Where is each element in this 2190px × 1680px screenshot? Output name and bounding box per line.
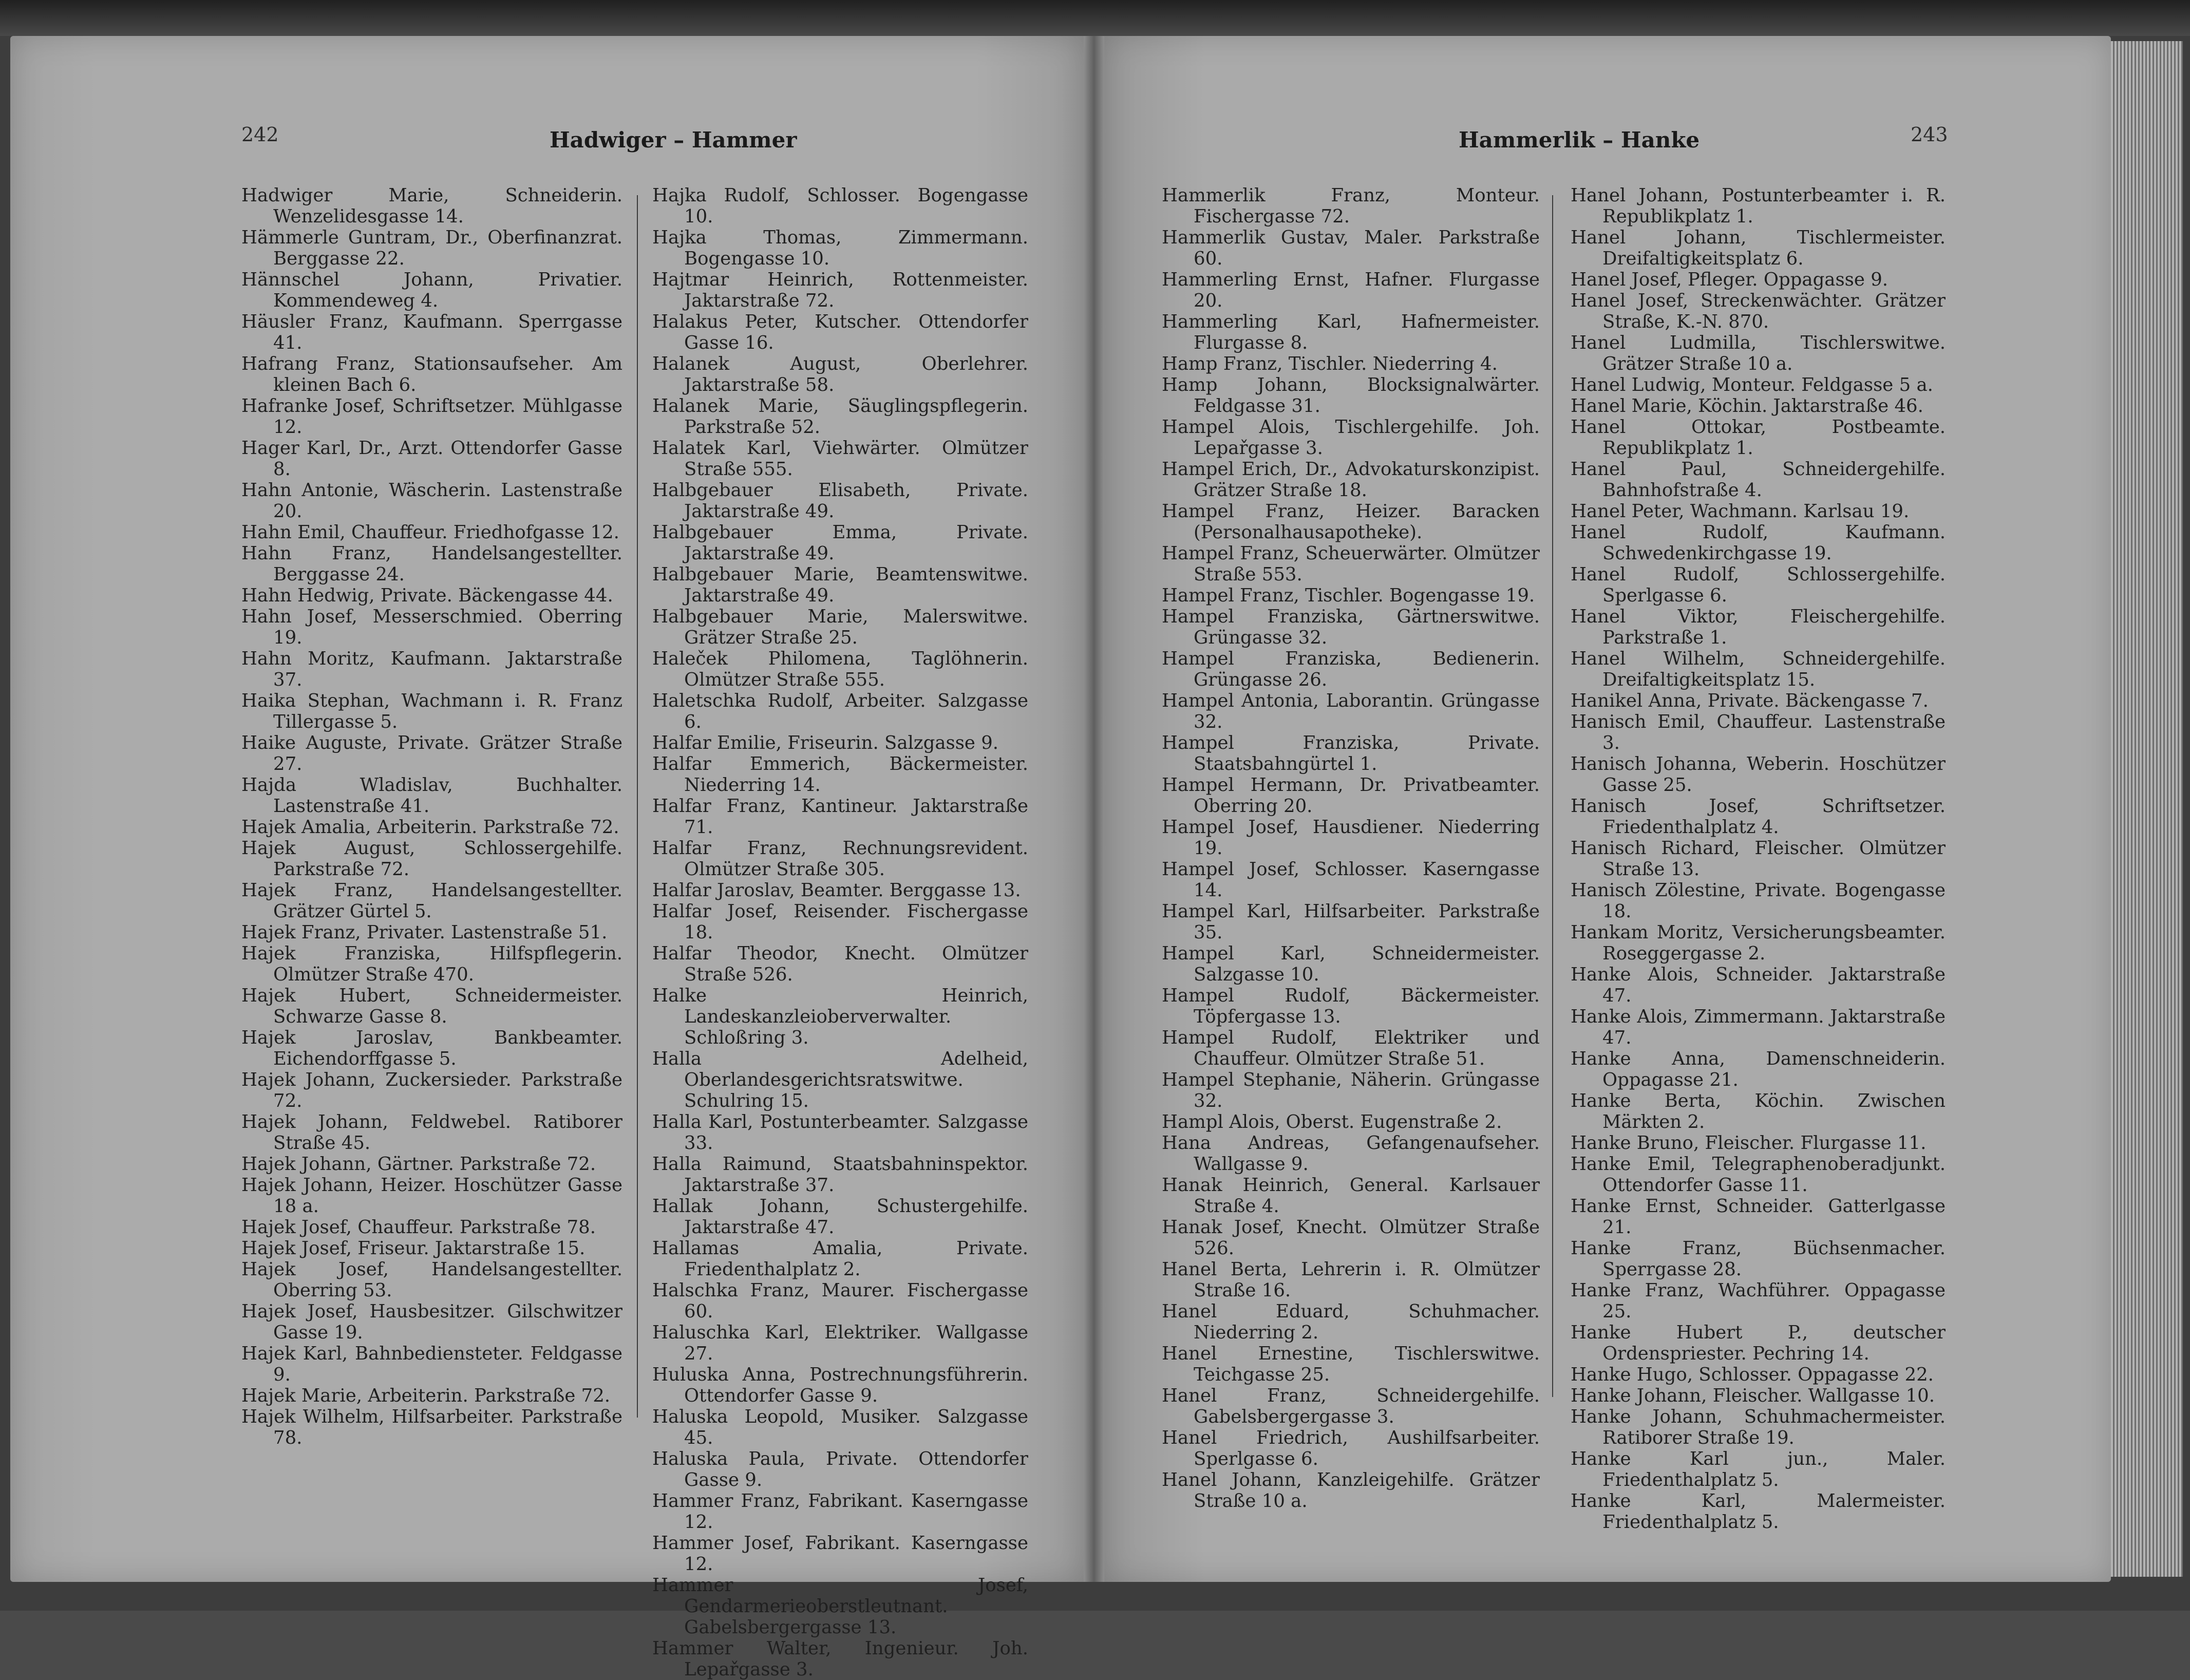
directory-entry: Hampel Josef, Schlosser. Kaserngasse 14.: [1162, 859, 1540, 901]
directory-entry: Hammer Franz, Fabrikant. Kaserngasse 12.: [652, 1490, 1028, 1533]
directory-entry: Hahn Emil, Chauffeur. Friedhofgasse 12.: [241, 522, 619, 543]
directory-entry: Hajek Jaroslav, Bankbeamter. Eichendorffgasse 5.: [241, 1027, 622, 1069]
directory-entry: Hammerlik Franz, Monteur. Fischergasse 72.: [1162, 185, 1540, 227]
directory-entry: Hanke Ernst, Schneider. Gatterlgasse 21.: [1571, 1196, 1946, 1238]
directory-entry: Halakus Peter, Kutscher. Ottendorfer Gasse 16.: [652, 311, 1028, 353]
directory-entry: Halbgebauer Marie, Beamtenswitwe. Jaktarstraße 49.: [652, 564, 1028, 606]
directory-entry: Haleček Philomena, Taglöhnerin. Olmützer Straße 555.: [652, 648, 1028, 690]
directory-entry: Hajek Josef, Handelsangestellter. Oberring 53.: [241, 1259, 622, 1301]
directory-entry: Hajek Amalia, Arbeiterin. Parkstraße 72.: [241, 817, 619, 838]
directory-entry: Hajek Johann, Feldwebel. Ratiborer Straße 45.: [241, 1111, 622, 1154]
left-page-column-2: [652, 185, 1028, 1680]
directory-entry: Hahn Moritz, Kaufmann. Jaktarstraße 37.: [241, 648, 622, 690]
directory-entry: Hampel Antonia, Laborantin. Grüngasse 32.: [1162, 690, 1540, 732]
directory-entry: Hanke Hubert P., deutscher Ordenspriester. Pechring 14.: [1571, 1322, 1946, 1364]
directory-entry: Hanel Viktor, Fleischergehilfe. Parkstraße 1.: [1571, 606, 1946, 648]
directory-entry: Hampel Josef, Hausdiener. Niederring 19.: [1162, 817, 1540, 859]
directory-entry: Halatek Karl, Viehwärter. Olmützer Straße 555.: [652, 438, 1028, 480]
directory-entry: Halfar Josef, Reisender. Fischergasse 18.: [652, 901, 1028, 943]
left-page-number: 242: [241, 123, 279, 146]
directory-entry: Hanel Johann, Postunterbeamter i. R. Republikplatz 1.: [1571, 185, 1946, 227]
directory-entry: Hanisch Josef, Schriftsetzer. Friedenthalplatz 4.: [1571, 796, 1946, 838]
directory-entry: Hajka Rudolf, Schlosser. Bogengasse 10.: [652, 185, 1028, 227]
right-page-column-rule: [1552, 195, 1553, 1397]
directory-entry: Hallamas Amalia, Private. Friedenthalplatz 2.: [652, 1238, 1028, 1280]
directory-entry: Hajda Wladislav, Buchhalter. Lastenstraße 41.: [241, 775, 622, 817]
directory-entry: Hanke Johann, Fleischer. Wallgasse 10.: [1571, 1385, 1935, 1406]
directory-entry: Häusler Franz, Kaufmann. Sperrgasse 41.: [241, 311, 622, 353]
page-edges: [2111, 41, 2183, 1577]
directory-entry: Hafrang Franz, Stationsaufseher. Am kleinen Bach 6.: [241, 353, 622, 395]
directory-entry: Hampel Hermann, Dr. Privatbeamter. Oberring 20.: [1162, 775, 1540, 817]
directory-entry: Hännschel Johann, Privatier. Kommendeweg 4.: [241, 269, 622, 311]
directory-entry: Hahn Josef, Messerschmied. Oberring 19.: [241, 606, 622, 648]
directory-entry: Hadwiger Marie, Schneiderin. Wenzelidesgasse 14.: [241, 185, 622, 227]
directory-entry: Hampel Franziska, Gärtnerswitwe. Grüngasse 32.: [1162, 606, 1540, 648]
directory-entry: Hanel Marie, Köchin. Jaktarstraße 46.: [1571, 395, 1923, 417]
directory-entry: Hajek August, Schlossergehilfe. Parkstraße 72.: [241, 838, 622, 880]
directory-entry: Hanke Hugo, Schlosser. Oppagasse 22.: [1571, 1364, 1934, 1385]
directory-entry: Hanke Karl jun., Maler. Friedenthalplatz 5.: [1571, 1448, 1946, 1490]
directory-entry: Hanel Berta, Lehrerin i. R. Olmützer Straße 16.: [1162, 1259, 1540, 1301]
right-page-number: 243: [1911, 123, 1948, 146]
directory-entry: Hampel Franz, Tischler. Bogengasse 19.: [1162, 585, 1535, 606]
directory-entry: Hammer Josef, Fabrikant. Kaserngasse 12.: [652, 1533, 1028, 1575]
directory-entry: Halke Heinrich, Landeskanzleioberverwalter. Schloßring 3.: [652, 985, 1028, 1048]
directory-entry: Hajek Franz, Privater. Lastenstraße 51.: [241, 922, 608, 943]
directory-entry: Hampel Franz, Scheuerwärter. Olmützer Straße 553.: [1162, 543, 1540, 585]
directory-entry: Huluska Anna, Postrechnungsführerin. Ottendorfer Gasse 9.: [652, 1364, 1028, 1406]
directory-entry: Hajek Josef, Chauffeur. Parkstraße 78.: [241, 1217, 596, 1238]
directory-entry: Hajek Johann, Zuckersieder. Parkstraße 72.: [241, 1069, 622, 1111]
directory-entry: Hahn Franz, Handelsangestellter. Berggasse 24.: [241, 543, 622, 585]
directory-entry: Hanisch Emil, Chauffeur. Lastenstraße 3.: [1571, 711, 1946, 753]
directory-entry: Hana Andreas, Gefangenaufseher. Wallgasse 9.: [1162, 1132, 1540, 1175]
directory-entry: Halfar Franz, Rechnungsrevident. Olmützer Straße 305.: [652, 838, 1028, 880]
directory-entry: Hammerling Karl, Hafnermeister. Flurgasse 8.: [1162, 311, 1540, 353]
directory-entry: Hallak Johann, Schustergehilfe. Jaktarstraße 47.: [652, 1196, 1028, 1238]
directory-entry: Hajek Wilhelm, Hilfsarbeiter. Parkstraße 78.: [241, 1406, 622, 1448]
directory-entry: Hamp Johann, Blocksignalwärter. Feldgasse 31.: [1162, 374, 1540, 417]
directory-entry: Hajek Josef, Friseur. Jaktarstraße 15.: [241, 1238, 586, 1259]
directory-entry: Hanel Johann, Tischlermeister. Dreifaltigkeitsplatz 6.: [1571, 227, 1946, 269]
directory-entry: Hanisch Richard, Fleischer. Olmützer Straße 13.: [1571, 838, 1946, 880]
directory-entry: Halanek Marie, Säuglingspflegerin. Parkstraße 52.: [652, 395, 1028, 438]
directory-entry: Halla Adelheid, Oberlandesgerichtsratswitwe. Schulring 15.: [652, 1048, 1028, 1111]
directory-entry: Haluska Paula, Private. Ottendorfer Gasse 9.: [652, 1448, 1028, 1490]
directory-entry: Hankam Moritz, Versicherungsbeamter. Roseggergasse 2.: [1571, 922, 1946, 964]
directory-entry: Hampel Franz, Heizer. Baracken (Personalhausapotheke).: [1162, 501, 1540, 543]
left-page-header: Hadwiger – Hammer: [550, 127, 797, 153]
directory-entry: Hanel Paul, Schneidergehilfe. Bahnhofstraße 4.: [1571, 459, 1946, 501]
directory-entry: Haletschka Rudolf, Arbeiter. Salzgasse 6.: [652, 690, 1028, 732]
right-page-header: Hammerlik – Hanke: [1459, 127, 1700, 153]
directory-entry: Hahn Hedwig, Private. Bäckengasse 44.: [241, 585, 613, 606]
directory-entry: Hanke Emil, Telegraphenoberadjunkt. Ottendorfer Gasse 11.: [1571, 1154, 1946, 1196]
directory-entry: Hanak Heinrich, General. Karlsauer Straße 4.: [1162, 1175, 1540, 1217]
directory-entry: Hanel Ludmilla, Tischlerswitwe. Grätzer Straße 10 a.: [1571, 332, 1946, 374]
directory-entry: Hammer Josef, Gendarmerieoberstleutnant. Gabelsbergergasse 13.: [652, 1575, 1028, 1638]
directory-entry: Hammerling Ernst, Hafner. Flurgasse 20.: [1162, 269, 1540, 311]
directory-entry: Hajek Franz, Handelsangestellter. Grätzer Gürtel 5.: [241, 880, 622, 922]
directory-entry: Hanke Alois, Zimmermann. Jaktarstraße 47.: [1571, 1006, 1946, 1048]
directory-entry: Hanel Johann, Kanzleigehilfe. Grätzer Straße 10 a.: [1162, 1469, 1540, 1512]
directory-entry: Hampel Karl, Hilfsarbeiter. Parkstraße 35.: [1162, 901, 1540, 943]
directory-entry: Hanel Josef, Pfleger. Oppagasse 9.: [1571, 269, 1889, 290]
directory-entry: Halla Karl, Postunterbeamter. Salzgasse 33.: [652, 1111, 1028, 1154]
directory-entry: Hanel Eduard, Schuhmacher. Niederring 2.: [1162, 1301, 1540, 1343]
directory-entry: Hanel Rudolf, Schlossergehilfe. Sperlgasse 6.: [1571, 564, 1946, 606]
directory-entry: Hanke Berta, Köchin. Zwischen Märkten 2.: [1571, 1090, 1946, 1132]
directory-entry: Hajka Thomas, Zimmermann. Bogengasse 10.: [652, 227, 1028, 269]
directory-entry: Haike Auguste, Private. Grätzer Straße 27.: [241, 732, 622, 775]
directory-entry: Hanak Josef, Knecht. Olmützer Straße 526.: [1162, 1217, 1540, 1259]
directory-entry: Hanel Friedrich, Aushilfsarbeiter. Sperlgasse 6.: [1162, 1427, 1540, 1469]
directory-entry: Halfar Emilie, Friseurin. Salzgasse 9.: [652, 732, 999, 753]
directory-entry: Hanisch Zölestine, Private. Bogengasse 18.: [1571, 880, 1946, 922]
directory-entry: Haluska Leopold, Musiker. Salzgasse 45.: [652, 1406, 1028, 1448]
directory-entry: Hafranke Josef, Schriftsetzer. Mühlgasse 12.: [241, 395, 622, 438]
directory-entry: Hampel Rudolf, Elektriker und Chauffeur. Olmützer Straße 51.: [1162, 1027, 1540, 1069]
directory-entry: Hanke Karl, Malermeister. Friedenthalplatz 5.: [1571, 1490, 1946, 1533]
left-page-column-1: [241, 185, 622, 1448]
directory-entry: Hager Karl, Dr., Arzt. Ottendorfer Gasse 8.: [241, 438, 622, 480]
directory-entry: Hammerlik Gustav, Maler. Parkstraße 60.: [1162, 227, 1540, 269]
directory-entry: Halfar Emmerich, Bäckermeister. Niederring 14.: [652, 753, 1028, 796]
directory-entry: Hahn Antonie, Wäscherin. Lastenstraße 20.: [241, 480, 622, 522]
directory-entry: Halfar Franz, Kantineur. Jaktarstraße 71.: [652, 796, 1028, 838]
directory-entry: Hanikel Anna, Private. Bäckengasse 7.: [1571, 690, 1929, 711]
directory-entry: Hanke Bruno, Fleischer. Flurgasse 11.: [1571, 1132, 1927, 1154]
directory-entry: Halanek August, Oberlehrer. Jaktarstraße 58.: [652, 353, 1028, 395]
right-page-column-1: [1162, 185, 1540, 1512]
directory-entry: Haluschka Karl, Elektriker. Wallgasse 27.: [652, 1322, 1028, 1364]
background-top: [0, 0, 2190, 36]
directory-entry: Hajek Johann, Heizer. Hoschützer Gasse 18 a.: [241, 1175, 622, 1217]
directory-entry: Hanke Franz, Büchsenmacher. Sperrgasse 28.: [1571, 1238, 1946, 1280]
directory-entry: Hajek Hubert, Schneidermeister. Schwarze Gasse 8.: [241, 985, 622, 1027]
directory-entry: Hajek Franziska, Hilfspflegerin. Olmützer Straße 470.: [241, 943, 622, 985]
directory-entry: Hajek Josef, Hausbesitzer. Gilschwitzer Gasse 19.: [241, 1301, 622, 1343]
directory-entry: Hajek Marie, Arbeiterin. Parkstraße 72.: [241, 1385, 611, 1406]
directory-entry: Hammer Walter, Ingenieur. Joh. Lepařgasse 3.: [652, 1638, 1028, 1680]
directory-entry: Hanke Anna, Damenschneiderin. Oppagasse 21.: [1571, 1048, 1946, 1090]
directory-entry: Halbgebauer Elisabeth, Private. Jaktarstraße 49.: [652, 480, 1028, 522]
directory-entry: Hampl Alois, Oberst. Eugenstraße 2.: [1162, 1111, 1502, 1132]
left-page-column-rule: [637, 195, 638, 1418]
directory-entry: Hampel Stephanie, Näherin. Grüngasse 32.: [1162, 1069, 1540, 1111]
book-gutter: [1084, 36, 1104, 1582]
directory-entry: Halbgebauer Emma, Private. Jaktarstraße 49.: [652, 522, 1028, 564]
directory-entry: Hämmerle Guntram, Dr., Oberfinanzrat. Berggasse 22.: [241, 227, 622, 269]
directory-entry: Halla Raimund, Staatsbahninspektor. Jaktarstraße 37.: [652, 1154, 1028, 1196]
directory-entry: Haika Stephan, Wachmann i. R. Franz Tillergasse 5.: [241, 690, 622, 732]
directory-entry: Hanel Ludwig, Monteur. Feldgasse 5 a.: [1571, 374, 1933, 395]
directory-entry: Hajek Johann, Gärtner. Parkstraße 72.: [241, 1154, 596, 1175]
directory-entry: Halfar Theodor, Knecht. Olmützer Straße 526.: [652, 943, 1028, 985]
directory-entry: Hampel Rudolf, Bäckermeister. Töpfergasse 13.: [1162, 985, 1540, 1027]
directory-entry: Halfar Jaroslav, Beamter. Berggasse 13.: [652, 880, 1021, 901]
directory-entry: Hampel Franziska, Private. Staatsbahngürtel 1.: [1162, 732, 1540, 775]
directory-entry: Halschka Franz, Maurer. Fischergasse 60.: [652, 1280, 1028, 1322]
directory-entry: Hampel Erich, Dr., Advokaturskonzipist. Grätzer Straße 18.: [1162, 459, 1540, 501]
directory-entry: Hanel Ottokar, Postbeamte. Republikplatz 1.: [1571, 417, 1946, 459]
directory-entry: Hanel Wilhelm, Schneidergehilfe. Dreifaltigkeitsplatz 15.: [1571, 648, 1946, 690]
directory-entry: Hanisch Johanna, Weberin. Hoschützer Gasse 25.: [1571, 753, 1946, 796]
directory-entry: Hanel Ernestine, Tischlerswitwe. Teichgasse 25.: [1162, 1343, 1540, 1385]
directory-entry: Hanel Josef, Streckenwächter. Grätzer Straße, K.-N. 870.: [1571, 290, 1946, 332]
right-page-column-2: [1571, 185, 1946, 1533]
directory-entry: Hanel Franz, Schneidergehilfe. Gabelsbergergasse 3.: [1162, 1385, 1540, 1427]
directory-entry: Hanel Rudolf, Kaufmann. Schwedenkirchgasse 19.: [1571, 522, 1946, 564]
directory-entry: Hanke Johann, Schuhmachermeister. Ratiborer Straße 19.: [1571, 1406, 1946, 1448]
directory-entry: Hajek Karl, Bahnbediensteter. Feldgasse 9.: [241, 1343, 622, 1385]
directory-entry: Hampel Franziska, Bedienerin. Grüngasse 26.: [1162, 648, 1540, 690]
directory-entry: Hampel Karl, Schneidermeister. Salzgasse 10.: [1162, 943, 1540, 985]
directory-entry: Hampel Alois, Tischlergehilfe. Joh. Lepařgasse 3.: [1162, 417, 1540, 459]
directory-entry: Hanke Franz, Wachführer. Oppagasse 25.: [1571, 1280, 1946, 1322]
directory-entry: Hamp Franz, Tischler. Niederring 4.: [1162, 353, 1498, 374]
directory-entry: Hanke Alois, Schneider. Jaktarstraße 47.: [1571, 964, 1946, 1006]
directory-entry: Hajtmar Heinrich, Rottenmeister. Jaktarstraße 72.: [652, 269, 1028, 311]
directory-entry: Hanel Peter, Wachmann. Karlsau 19.: [1571, 501, 1910, 522]
directory-entry: Halbgebauer Marie, Malerswitwe. Grätzer Straße 25.: [652, 606, 1028, 648]
